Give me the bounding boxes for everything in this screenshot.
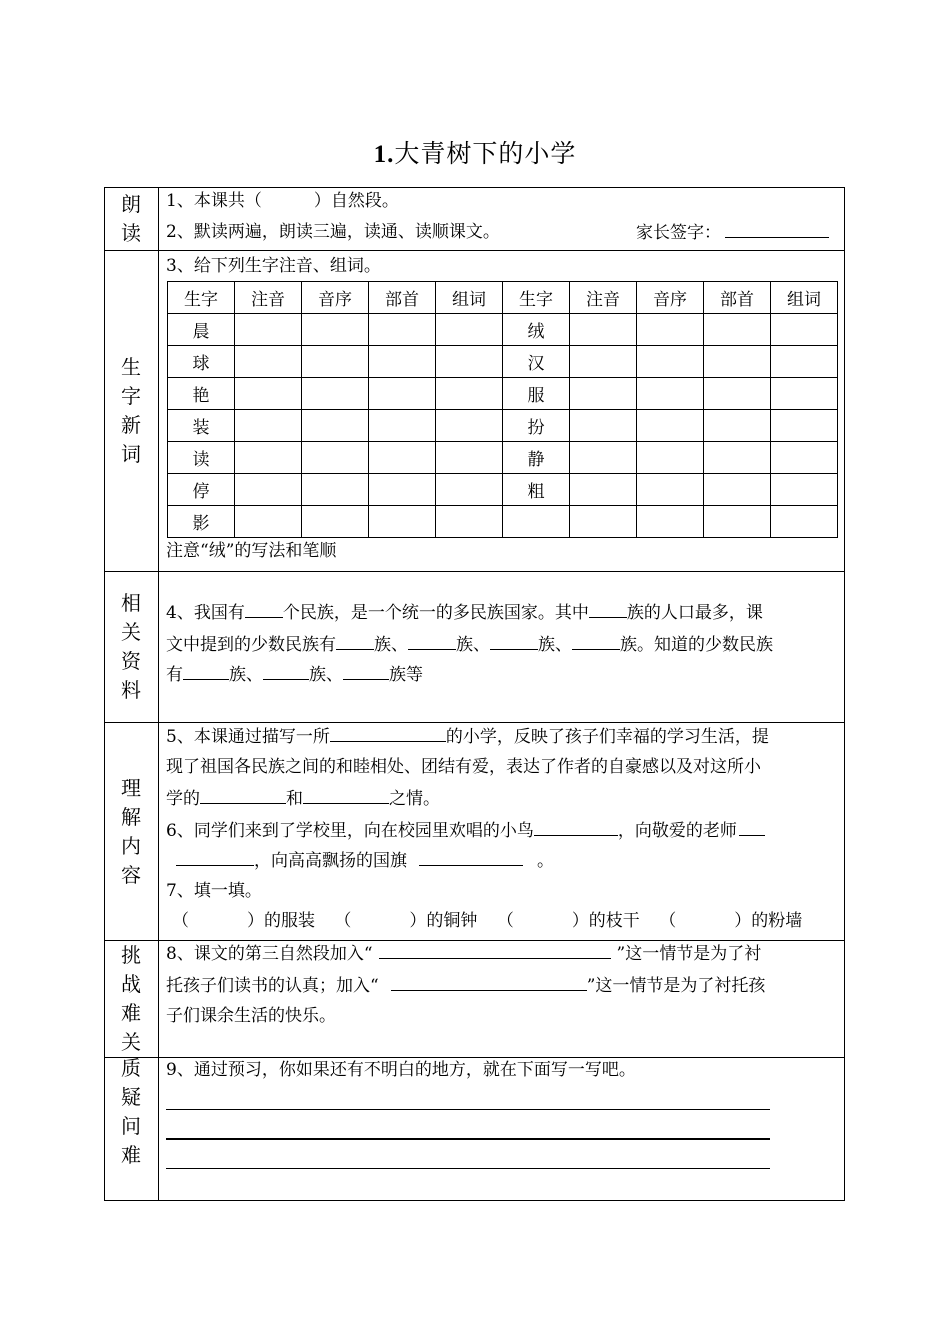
col-header: 部首 (704, 282, 771, 314)
parent-signature: 家长签字： (636, 221, 829, 244)
question-5-line1: 5、本课通过描写一所 的小学，反映了孩子们幸福的学习生活，提 (166, 727, 769, 747)
answer-cell[interactable] (570, 346, 637, 378)
answer-blank[interactable] (419, 849, 523, 866)
answer-blank[interactable] (303, 787, 389, 804)
question-2: 2、默读两遍，朗读三遍，读通、读顺课文。 (166, 222, 500, 242)
character-cell (503, 506, 570, 538)
answer-cell[interactable] (436, 410, 503, 442)
answer-blank[interactable] (589, 601, 627, 618)
answer-cell[interactable] (302, 314, 369, 346)
writing-line[interactable] (166, 1138, 770, 1140)
answer-cell[interactable] (302, 442, 369, 474)
answer-cell[interactable] (704, 506, 771, 538)
answer-cell[interactable] (637, 410, 704, 442)
answer-blank[interactable] (572, 633, 620, 650)
question-4-line3: 有 族、 族、 族等 (166, 665, 423, 685)
character-cell: 晨 (168, 314, 235, 346)
col-header: 生字 (168, 282, 235, 314)
answer-blank[interactable] (336, 633, 374, 650)
answer-cell[interactable] (235, 506, 302, 538)
answer-cell[interactable] (637, 442, 704, 474)
character-table (167, 281, 838, 538)
character-cell: 装 (168, 410, 235, 442)
answer-cell[interactable] (637, 378, 704, 410)
character-cell: 影 (168, 506, 235, 538)
table-row (168, 378, 838, 410)
character-cell: 静 (503, 442, 570, 474)
answer-cell[interactable] (302, 410, 369, 442)
question-4-line2: 文中提到的少数民族有 族、 族、 族、 族。知道的少数民族 (166, 635, 773, 655)
answer-cell[interactable] (771, 346, 838, 378)
answer-cell[interactable] (436, 346, 503, 378)
table-row (168, 314, 838, 346)
table-row (168, 506, 838, 538)
col-header: 部首 (369, 282, 436, 314)
answer-cell[interactable] (771, 410, 838, 442)
answer-cell[interactable] (235, 474, 302, 506)
section-label-challenge: 挑战难关 (121, 943, 141, 1054)
answer-cell[interactable] (771, 474, 838, 506)
answer-cell[interactable] (302, 506, 369, 538)
row-divider (104, 1057, 845, 1058)
answer-cell[interactable] (637, 506, 704, 538)
question-1: 1、本课共（ ）自然段。 (166, 191, 399, 211)
row-divider (104, 250, 845, 251)
answer-cell[interactable] (704, 410, 771, 442)
answer-cell[interactable] (704, 442, 771, 474)
answer-cell[interactable] (235, 314, 302, 346)
answer-cell[interactable] (704, 378, 771, 410)
answer-cell[interactable] (302, 346, 369, 378)
row-divider (104, 940, 845, 941)
table-header-row (168, 282, 838, 314)
answer-cell[interactable] (570, 474, 637, 506)
character-cell: 扮 (503, 410, 570, 442)
answer-blank[interactable] (330, 725, 446, 742)
col-header: 音序 (302, 282, 369, 314)
answer-cell[interactable] (704, 474, 771, 506)
answer-cell[interactable] (436, 314, 503, 346)
answer-cell[interactable] (771, 506, 838, 538)
character-cell: 读 (168, 442, 235, 474)
answer-cell[interactable] (771, 442, 838, 474)
section-label-read (104, 188, 158, 250)
answer-blank[interactable] (739, 819, 765, 836)
section-label-understand: 理解内容 (121, 775, 141, 887)
answer-cell[interactable] (436, 442, 503, 474)
answer-cell[interactable] (436, 506, 503, 538)
page-title: 1.大青树下的小学 (373, 139, 577, 168)
table-row (168, 474, 838, 506)
answer-cell[interactable] (369, 442, 436, 474)
answer-blank[interactable] (343, 663, 389, 680)
section-label-new-words: 生字新词 (121, 355, 141, 466)
answer-blank[interactable] (408, 633, 456, 650)
answer-cell[interactable] (771, 378, 838, 410)
answer-blank[interactable] (200, 787, 286, 804)
section-label-related: 相关资料 (121, 591, 141, 702)
answer-cell[interactable] (704, 346, 771, 378)
character-cell: 服 (503, 378, 570, 410)
question-4-line1: 4、我国有 个民族，是一个统一的多民族国家。其中 族的人口最多，课 (166, 603, 763, 623)
question-5-line2: 现了祖国各民族之间的和睦相处、团结有爱，表达了作者的自豪感以及对这所小 (166, 757, 761, 777)
question-9: 9、通过预习，你如果还有不明白的地方，就在下面写一写吧。 (166, 1060, 636, 1080)
character-cell: 绒 (503, 314, 570, 346)
col-header: 生字 (503, 282, 570, 314)
answer-cell[interactable] (570, 506, 637, 538)
table-row (168, 410, 838, 442)
character-cell: 粗 (503, 474, 570, 506)
answer-cell[interactable] (235, 442, 302, 474)
col-header: 注音 (235, 282, 302, 314)
answer-cell[interactable] (302, 378, 369, 410)
answer-cell[interactable] (637, 346, 704, 378)
col-header: 组词 (436, 282, 503, 314)
answer-cell[interactable] (235, 378, 302, 410)
character-cell: 艳 (168, 378, 235, 410)
question-7: 7、填一填。 (166, 881, 262, 901)
answer-cell[interactable] (704, 314, 771, 346)
character-cell: 停 (168, 474, 235, 506)
answer-cell[interactable] (369, 314, 436, 346)
answer-cell[interactable] (369, 378, 436, 410)
answer-blank[interactable] (391, 974, 587, 991)
answer-cell[interactable] (369, 506, 436, 538)
writing-line[interactable] (166, 1168, 770, 1169)
answer-cell[interactable] (369, 346, 436, 378)
row-divider (104, 571, 845, 572)
question-8-line3: 子们课余生活的快乐。 (166, 1006, 336, 1026)
answer-blank[interactable] (490, 633, 538, 650)
character-cell: 球 (168, 346, 235, 378)
character-cell: 汉 (503, 346, 570, 378)
answer-cell[interactable] (771, 314, 838, 346)
answer-cell[interactable] (570, 410, 637, 442)
table-row (168, 346, 838, 378)
answer-blank[interactable] (183, 663, 229, 680)
question-5-line3: 学的 和 之情。 (166, 789, 440, 809)
table-row (168, 442, 838, 474)
writing-line[interactable] (166, 1109, 770, 1110)
answer-cell[interactable] (302, 474, 369, 506)
question-3: 3、给下列生字注音、组词。 (166, 256, 381, 276)
writing-note: 注意“绒”的写法和笔顺 (166, 541, 337, 561)
question-7-items: （ ）的服装 （ ）的铜钟 （ ）的枝干 （ ）的粉墙 (172, 911, 803, 931)
answer-cell[interactable] (570, 442, 637, 474)
answer-cell[interactable] (235, 346, 302, 378)
row-divider (104, 722, 845, 723)
answer-blank[interactable] (176, 849, 254, 866)
answer-cell[interactable] (235, 410, 302, 442)
answer-cell[interactable] (436, 378, 503, 410)
question-6-line1: 6、同学们来到了学校里，向在校园里欢唱的小鸟 ，向敬爱的老师 (166, 819, 765, 842)
answer-cell[interactable] (436, 474, 503, 506)
section-label-questions: 质疑问难 (121, 1056, 141, 1167)
column-divider (158, 187, 159, 1201)
col-header: 组词 (771, 282, 838, 314)
col-header: 音序 (637, 282, 704, 314)
signature-line[interactable] (725, 221, 829, 238)
answer-blank[interactable] (379, 942, 611, 959)
answer-blank[interactable] (534, 819, 618, 836)
answer-cell[interactable] (369, 474, 436, 506)
col-header: 注音 (570, 282, 637, 314)
label-text: 朗读 (121, 192, 141, 245)
answer-cell[interactable] (570, 314, 637, 346)
answer-cell[interactable] (637, 474, 704, 506)
answer-cell[interactable] (369, 410, 436, 442)
answer-blank[interactable] (245, 601, 283, 618)
question-8-line2: 托孩子们读书的认真；加入“ ”这一情节是为了衬托孩 (166, 976, 766, 996)
answer-cell[interactable] (637, 314, 704, 346)
question-8-line1: 8、课文的第三自然段加入“ ”这一情节是为了衬 (166, 944, 762, 964)
answer-blank[interactable] (263, 663, 309, 680)
question-6-line2: ，向高高飘扬的国旗 。 (166, 849, 554, 872)
answer-cell[interactable] (570, 378, 637, 410)
